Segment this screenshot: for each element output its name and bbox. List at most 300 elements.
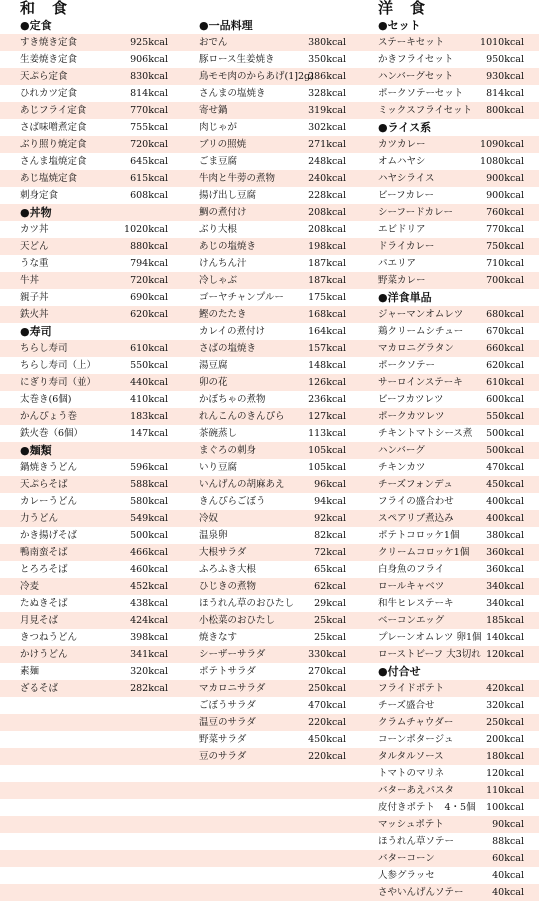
menu-item xyxy=(378,153,524,170)
dish-name: チキンカツ xyxy=(378,462,426,473)
dish-calories: 410kcal xyxy=(130,394,168,405)
menu-item xyxy=(378,221,524,238)
dish-name: 牛丼 xyxy=(20,275,40,286)
dish-calories: 110kcal xyxy=(486,785,524,796)
dish-calories: 228kcal xyxy=(308,190,346,201)
menu-item xyxy=(378,833,524,850)
dish-name: 牛肉と牛蒡の煮物 xyxy=(199,173,276,184)
dish-name: ひじきの煮物 xyxy=(199,581,257,592)
dish-name: 揚げ出し豆腐 xyxy=(199,190,257,201)
dish-name: ブリの照焼 xyxy=(199,139,247,150)
dish-calories: 60kcal xyxy=(492,853,524,864)
dish-name: ポテトサラダ xyxy=(199,666,256,677)
dish-calories: 200kcal xyxy=(486,734,524,745)
dish-name: ステーキセット xyxy=(378,37,445,48)
dish-name: フライの盛合わせ xyxy=(378,496,454,507)
dish-calories: 208kcal xyxy=(308,224,346,235)
dish-name: かき揚げそば xyxy=(20,530,78,541)
dish-name: 野菜カレー xyxy=(378,275,426,286)
menu-item xyxy=(199,578,346,595)
dish-calories: 147kcal xyxy=(130,428,168,439)
menu-item xyxy=(378,340,524,357)
dish-calories: 183kcal xyxy=(130,411,168,422)
menu-item xyxy=(378,629,524,646)
dish-calories: 906kcal xyxy=(130,54,168,65)
dish-calories: 328kcal xyxy=(308,88,346,99)
dish-name: 鍋焼きうどん xyxy=(20,462,78,473)
dish-calories: 113kcal xyxy=(308,428,346,439)
dish-calories: 1080kcal xyxy=(480,156,524,167)
dish-calories: 1010kcal xyxy=(480,37,524,48)
menu-item xyxy=(199,714,346,731)
menu-item xyxy=(199,646,346,663)
dish-name: ハンバーグ xyxy=(378,445,425,456)
dish-calories: 466kcal xyxy=(130,547,168,558)
dish-calories: 470kcal xyxy=(308,700,346,711)
menu-item xyxy=(20,255,168,272)
dish-calories: 29kcal xyxy=(314,598,346,609)
menu-item xyxy=(378,306,524,323)
dish-name: あじの塩焼き xyxy=(199,241,257,252)
dish-calories: 220kcal xyxy=(308,751,346,762)
dish-name: ハヤシライス xyxy=(378,173,435,184)
dish-calories: 350kcal xyxy=(308,54,346,65)
dish-name: チキントマトシース煮 xyxy=(378,428,473,439)
dish-calories: 1020kcal xyxy=(124,224,168,235)
dish-name: ロールキャベツ xyxy=(378,581,445,592)
section-title: ●付合せ xyxy=(378,665,421,678)
dish-name: カツ丼 xyxy=(20,224,49,235)
dish-name: ひれカツ定食 xyxy=(20,88,78,99)
dish-calories: 930kcal xyxy=(486,71,524,82)
dish-calories: 96kcal xyxy=(314,479,346,490)
section-title: ●セット xyxy=(378,19,421,32)
menu-item xyxy=(378,408,524,425)
dish-calories: 168kcal xyxy=(308,309,346,320)
menu-item xyxy=(378,748,524,765)
section-title: ●麺類 xyxy=(20,444,52,457)
dish-name: ハンバーグセット xyxy=(378,71,454,82)
dish-name: 焼きなす xyxy=(199,632,238,643)
dish-calories: 65kcal xyxy=(314,564,346,575)
dish-name: 湯豆腐 xyxy=(199,360,228,371)
dish-calories: 450kcal xyxy=(308,734,346,745)
menu-item xyxy=(199,748,346,765)
dish-calories: 236kcal xyxy=(308,394,346,405)
menu-item xyxy=(199,119,346,136)
dish-calories: 271kcal xyxy=(308,139,346,150)
dish-name: ゴーヤチャンプルー xyxy=(199,292,284,303)
dish-name: ジャーマンオムレツ xyxy=(378,309,464,320)
dish-calories: 500kcal xyxy=(486,428,524,439)
dish-calories: 187kcal xyxy=(308,275,346,286)
dish-calories: 208kcal xyxy=(308,207,346,218)
menu-item xyxy=(199,391,346,408)
menu-item xyxy=(20,221,168,238)
menu-item xyxy=(20,425,168,442)
dish-calories: 450kcal xyxy=(486,479,524,490)
dish-name: マカロニサラダ xyxy=(199,683,266,694)
row-stripe xyxy=(0,17,539,34)
dish-name: 肉じゃが xyxy=(199,122,238,133)
row-stripe xyxy=(0,901,539,918)
menu-item xyxy=(378,238,524,255)
dish-name: タルタルソース xyxy=(378,751,444,762)
menu-item xyxy=(378,442,524,459)
dish-calories: 319kcal xyxy=(308,105,346,116)
dish-name: ポテトコロッケ1個 xyxy=(378,530,460,541)
menu-item xyxy=(20,68,168,85)
dish-name: ミックスフライセット xyxy=(378,105,473,116)
menu-item xyxy=(20,153,168,170)
dish-calories: 610kcal xyxy=(130,343,168,354)
dish-calories: 120kcal xyxy=(486,768,524,779)
dish-calories: 175kcal xyxy=(308,292,346,303)
dish-name: 鉄火丼 xyxy=(20,309,49,320)
dish-name: ポークソテーセット xyxy=(378,88,464,99)
menu-item xyxy=(20,187,168,204)
dish-name: 小松菜のおひたし xyxy=(199,615,276,626)
dish-calories: 140kcal xyxy=(486,632,524,643)
dish-calories: 185kcal xyxy=(486,615,524,626)
dish-name: さばの塩焼き xyxy=(199,343,257,354)
menu-item xyxy=(378,527,524,544)
menu-item xyxy=(20,629,168,646)
menu-item xyxy=(199,663,346,680)
menu-item xyxy=(378,850,524,867)
dish-name: カツカレー xyxy=(378,139,426,150)
dish-calories: 588kcal xyxy=(130,479,168,490)
dish-calories: 340kcal xyxy=(486,581,524,592)
dish-calories: 420kcal xyxy=(486,683,524,694)
menu-item xyxy=(378,34,524,51)
dish-name: あじ塩焼定食 xyxy=(20,173,78,184)
dish-calories: 380kcal xyxy=(486,530,524,541)
dish-calories: 250kcal xyxy=(308,683,346,694)
menu-item xyxy=(378,680,524,697)
menu-item xyxy=(199,612,346,629)
dish-calories: 438kcal xyxy=(130,598,168,609)
menu-item xyxy=(378,714,524,731)
dish-name: ポークソテー xyxy=(378,360,436,371)
dish-calories: 440kcal xyxy=(130,377,168,388)
dish-calories: 100kcal xyxy=(486,802,524,813)
menu-item xyxy=(199,544,346,561)
menu-item xyxy=(378,578,524,595)
dish-name: ビーフカツレツ xyxy=(378,394,444,405)
menu-item xyxy=(199,476,346,493)
dish-name: きつねうどん xyxy=(20,632,78,643)
menu-item xyxy=(199,459,346,476)
dish-name: サーロインステーキ xyxy=(378,377,463,388)
dish-name: いり豆腐 xyxy=(199,462,238,473)
dish-name: ふろふき大根 xyxy=(199,564,257,575)
dish-calories: 341kcal xyxy=(130,649,168,660)
menu-item xyxy=(378,765,524,782)
dish-calories: 755kcal xyxy=(130,122,168,133)
dish-calories: 750kcal xyxy=(486,241,524,252)
menu-item xyxy=(20,170,168,187)
menu-item xyxy=(378,697,524,714)
menu-item xyxy=(199,102,346,119)
dish-calories: 187kcal xyxy=(308,258,346,269)
dish-calories: 400kcal xyxy=(486,513,524,524)
dish-name: シーザーサラダ xyxy=(199,649,266,660)
dish-calories: 330kcal xyxy=(308,649,346,660)
section-title: ●丼物 xyxy=(20,206,52,219)
dish-calories: 105kcal xyxy=(308,445,346,456)
dish-calories: 925kcal xyxy=(130,37,168,48)
menu-item xyxy=(20,340,168,357)
dish-name: オムハヤシ xyxy=(378,156,426,167)
dish-calories: 720kcal xyxy=(130,275,168,286)
menu-item xyxy=(199,442,346,459)
dish-name: たぬきそば xyxy=(20,598,68,609)
dish-name: いんげんの胡麻あえ xyxy=(199,479,285,490)
dish-name: おでん xyxy=(199,37,228,48)
dish-calories: 25kcal xyxy=(314,615,346,626)
dish-name: 豆のサラダ xyxy=(199,751,247,762)
dish-name: まぐろの刺身 xyxy=(199,445,257,456)
dish-calories: 680kcal xyxy=(486,309,524,320)
menu-item xyxy=(199,238,346,255)
dish-calories: 470kcal xyxy=(486,462,524,473)
dish-calories: 198kcal xyxy=(308,241,346,252)
dish-calories: 360kcal xyxy=(486,547,524,558)
dish-calories: 398kcal xyxy=(130,632,168,643)
dish-calories: 380kcal xyxy=(308,37,346,48)
dish-calories: 320kcal xyxy=(130,666,168,677)
dish-name: 親子丼 xyxy=(20,292,49,303)
dish-name: 生姜焼き定食 xyxy=(20,54,78,65)
menu-item xyxy=(378,85,524,102)
dish-calories: 794kcal xyxy=(130,258,168,269)
dish-name: 和牛ヒレステーキ xyxy=(378,598,454,609)
dish-calories: 148kcal xyxy=(308,360,346,371)
dish-calories: 596kcal xyxy=(130,462,168,473)
menu-item xyxy=(378,867,524,884)
dish-name: 白身魚のフライ xyxy=(378,564,445,575)
menu-item xyxy=(378,884,524,901)
dish-calories: 88kcal xyxy=(492,836,524,847)
dish-name: 鶏クリームシチュー xyxy=(378,326,464,337)
dish-name: けんちん汁 xyxy=(199,258,247,269)
dish-name: 人参グラッセ xyxy=(378,870,435,881)
dish-calories: 615kcal xyxy=(130,173,168,184)
dish-calories: 126kcal xyxy=(308,377,346,388)
section-title: ●寿司 xyxy=(20,325,52,338)
dish-name: 鯛の煮付け xyxy=(199,207,247,218)
dish-name: れんこんのきんぴら xyxy=(199,411,285,422)
dish-calories: 282kcal xyxy=(130,683,168,694)
dish-calories: 814kcal xyxy=(486,88,524,99)
dish-name: クラムチャウダー xyxy=(378,717,454,728)
dish-name: かんぴょう巻 xyxy=(20,411,78,422)
menu-item xyxy=(199,510,346,527)
menu-item xyxy=(199,153,346,170)
dish-calories: 25kcal xyxy=(314,632,346,643)
dish-name: ざるそば xyxy=(20,683,59,694)
dish-calories: 460kcal xyxy=(130,564,168,575)
menu-item xyxy=(199,306,346,323)
dish-calories: 550kcal xyxy=(130,360,168,371)
menu-item xyxy=(199,697,346,714)
dish-calories: 645kcal xyxy=(130,156,168,167)
dish-name: 太巻き(6個) xyxy=(20,394,72,405)
menu-item xyxy=(378,646,524,663)
menu-item xyxy=(378,374,524,391)
dish-name: カレイの煮付け xyxy=(199,326,266,337)
menu-item xyxy=(20,374,168,391)
menu-item xyxy=(199,204,346,221)
menu-item xyxy=(20,34,168,51)
menu-item xyxy=(199,629,346,646)
menu-item xyxy=(20,510,168,527)
menu-item xyxy=(20,272,168,289)
dish-name: チーズ盛合せ xyxy=(378,700,435,711)
menu-item xyxy=(199,272,346,289)
dish-calories: 248kcal xyxy=(308,156,346,167)
dish-calories: 127kcal xyxy=(308,411,346,422)
menu-item xyxy=(378,102,524,119)
dish-name: ごま豆腐 xyxy=(199,156,238,167)
dish-name: ほうれん草ソテー xyxy=(378,836,455,847)
menu-item xyxy=(20,136,168,153)
menu-item xyxy=(199,170,346,187)
menu-item xyxy=(378,612,524,629)
dish-calories: 690kcal xyxy=(130,292,168,303)
dish-name: さやいんげんソテー xyxy=(378,887,464,898)
dish-calories: 340kcal xyxy=(486,598,524,609)
menu-item xyxy=(378,544,524,561)
dish-name: ビーフカレー xyxy=(378,190,435,201)
dish-name: 豚ロース生姜焼き xyxy=(199,54,275,65)
menu-item xyxy=(199,221,346,238)
menu-item xyxy=(199,255,346,272)
dish-name: 素麺 xyxy=(20,666,40,677)
dish-name: 天どん xyxy=(20,241,49,252)
dish-name: ぶり大根 xyxy=(199,224,238,235)
dish-name: マカロニグラタン xyxy=(378,343,454,354)
dish-calories: 900kcal xyxy=(486,173,524,184)
dish-name: 鴨南蛮そば xyxy=(20,547,68,558)
dish-calories: 770kcal xyxy=(130,105,168,116)
dish-name: 温泉卵 xyxy=(199,530,228,541)
dish-calories: 62kcal xyxy=(314,581,346,592)
dish-calories: 320kcal xyxy=(486,700,524,711)
dish-name: トマトのマリネ xyxy=(378,768,445,779)
dish-name: プレーンオムレツ 卵1個 xyxy=(378,632,482,643)
dish-calories: 90kcal xyxy=(492,819,524,830)
menu-item xyxy=(378,782,524,799)
menu-item xyxy=(378,493,524,510)
dish-calories: 620kcal xyxy=(130,309,168,320)
menu-item xyxy=(199,408,346,425)
section-title: ●ライス系 xyxy=(378,121,432,134)
menu-item xyxy=(20,289,168,306)
menu-item xyxy=(20,561,168,578)
menu-item xyxy=(20,85,168,102)
dish-calories: 286kcal xyxy=(308,71,346,82)
dish-calories: 240kcal xyxy=(308,173,346,184)
dish-name: 刺身定食 xyxy=(20,190,59,201)
menu-item xyxy=(199,493,346,510)
header-western: 洋 食 xyxy=(378,0,427,17)
dish-calories: 800kcal xyxy=(486,105,524,116)
dish-calories: 180kcal xyxy=(486,751,524,762)
menu-item xyxy=(199,51,346,68)
dish-name: 天ぷら定食 xyxy=(20,71,68,82)
menu-item xyxy=(199,340,346,357)
menu-item xyxy=(199,85,346,102)
menu-item xyxy=(199,357,346,374)
dish-calories: 610kcal xyxy=(486,377,524,388)
dish-name: 月見そば xyxy=(20,615,59,626)
menu-item xyxy=(199,680,346,697)
header-japanese: 和 食 xyxy=(20,0,69,17)
menu-item xyxy=(378,816,524,833)
dish-name: 温豆のサラダ xyxy=(199,717,256,728)
menu-item xyxy=(378,357,524,374)
dish-calories: 550kcal xyxy=(486,411,524,422)
dish-name: ベーコンエッグ xyxy=(378,615,445,626)
dish-name: 力うどん xyxy=(20,513,59,524)
dish-calories: 40kcal xyxy=(492,887,524,898)
dish-name: ドライカレー xyxy=(378,241,435,252)
dish-name: ほうれん草のおひたし xyxy=(199,598,295,609)
dish-calories: 770kcal xyxy=(486,224,524,235)
section-title: ●一品料理 xyxy=(199,19,253,32)
dish-name: あじフライ定食 xyxy=(20,105,87,116)
dish-calories: 710kcal xyxy=(486,258,524,269)
dish-calories: 400kcal xyxy=(486,496,524,507)
dish-name: 天ぷらそば xyxy=(20,479,68,490)
menu-item xyxy=(199,34,346,51)
menu-item xyxy=(378,51,524,68)
dish-name: ちらし寿司（上） xyxy=(20,360,97,371)
dish-name: 冷奴 xyxy=(199,513,219,524)
menu-item xyxy=(378,391,524,408)
menu-item xyxy=(199,374,346,391)
dish-name: ローストビーフ 大3切れ xyxy=(378,649,481,660)
menu-item xyxy=(378,323,524,340)
menu-item xyxy=(378,255,524,272)
dish-name: 茶碗蒸し xyxy=(199,428,238,439)
menu-item xyxy=(378,561,524,578)
menu-item xyxy=(199,425,346,442)
menu-item xyxy=(378,272,524,289)
dish-calories: 94kcal xyxy=(314,496,346,507)
menu-item xyxy=(199,527,346,544)
menu-item xyxy=(20,357,168,374)
dish-name: ごぼうサラダ xyxy=(199,700,256,711)
dish-name: バターあえパスタ xyxy=(378,785,455,796)
dish-calories: 424kcal xyxy=(130,615,168,626)
menu-item xyxy=(199,68,346,85)
dish-name: にぎり寿司（並） xyxy=(20,377,97,388)
menu-item xyxy=(199,731,346,748)
dish-name: かぼちゃの煮物 xyxy=(199,394,266,405)
dish-calories: 950kcal xyxy=(486,54,524,65)
section-title: ●洋食単品 xyxy=(378,291,432,304)
menu-item xyxy=(20,51,168,68)
menu-item xyxy=(20,527,168,544)
dish-calories: 500kcal xyxy=(130,530,168,541)
dish-name: 大根サラダ xyxy=(199,547,247,558)
dish-calories: 620kcal xyxy=(486,360,524,371)
dish-calories: 164kcal xyxy=(308,326,346,337)
dish-name: 冷麦 xyxy=(20,581,40,592)
